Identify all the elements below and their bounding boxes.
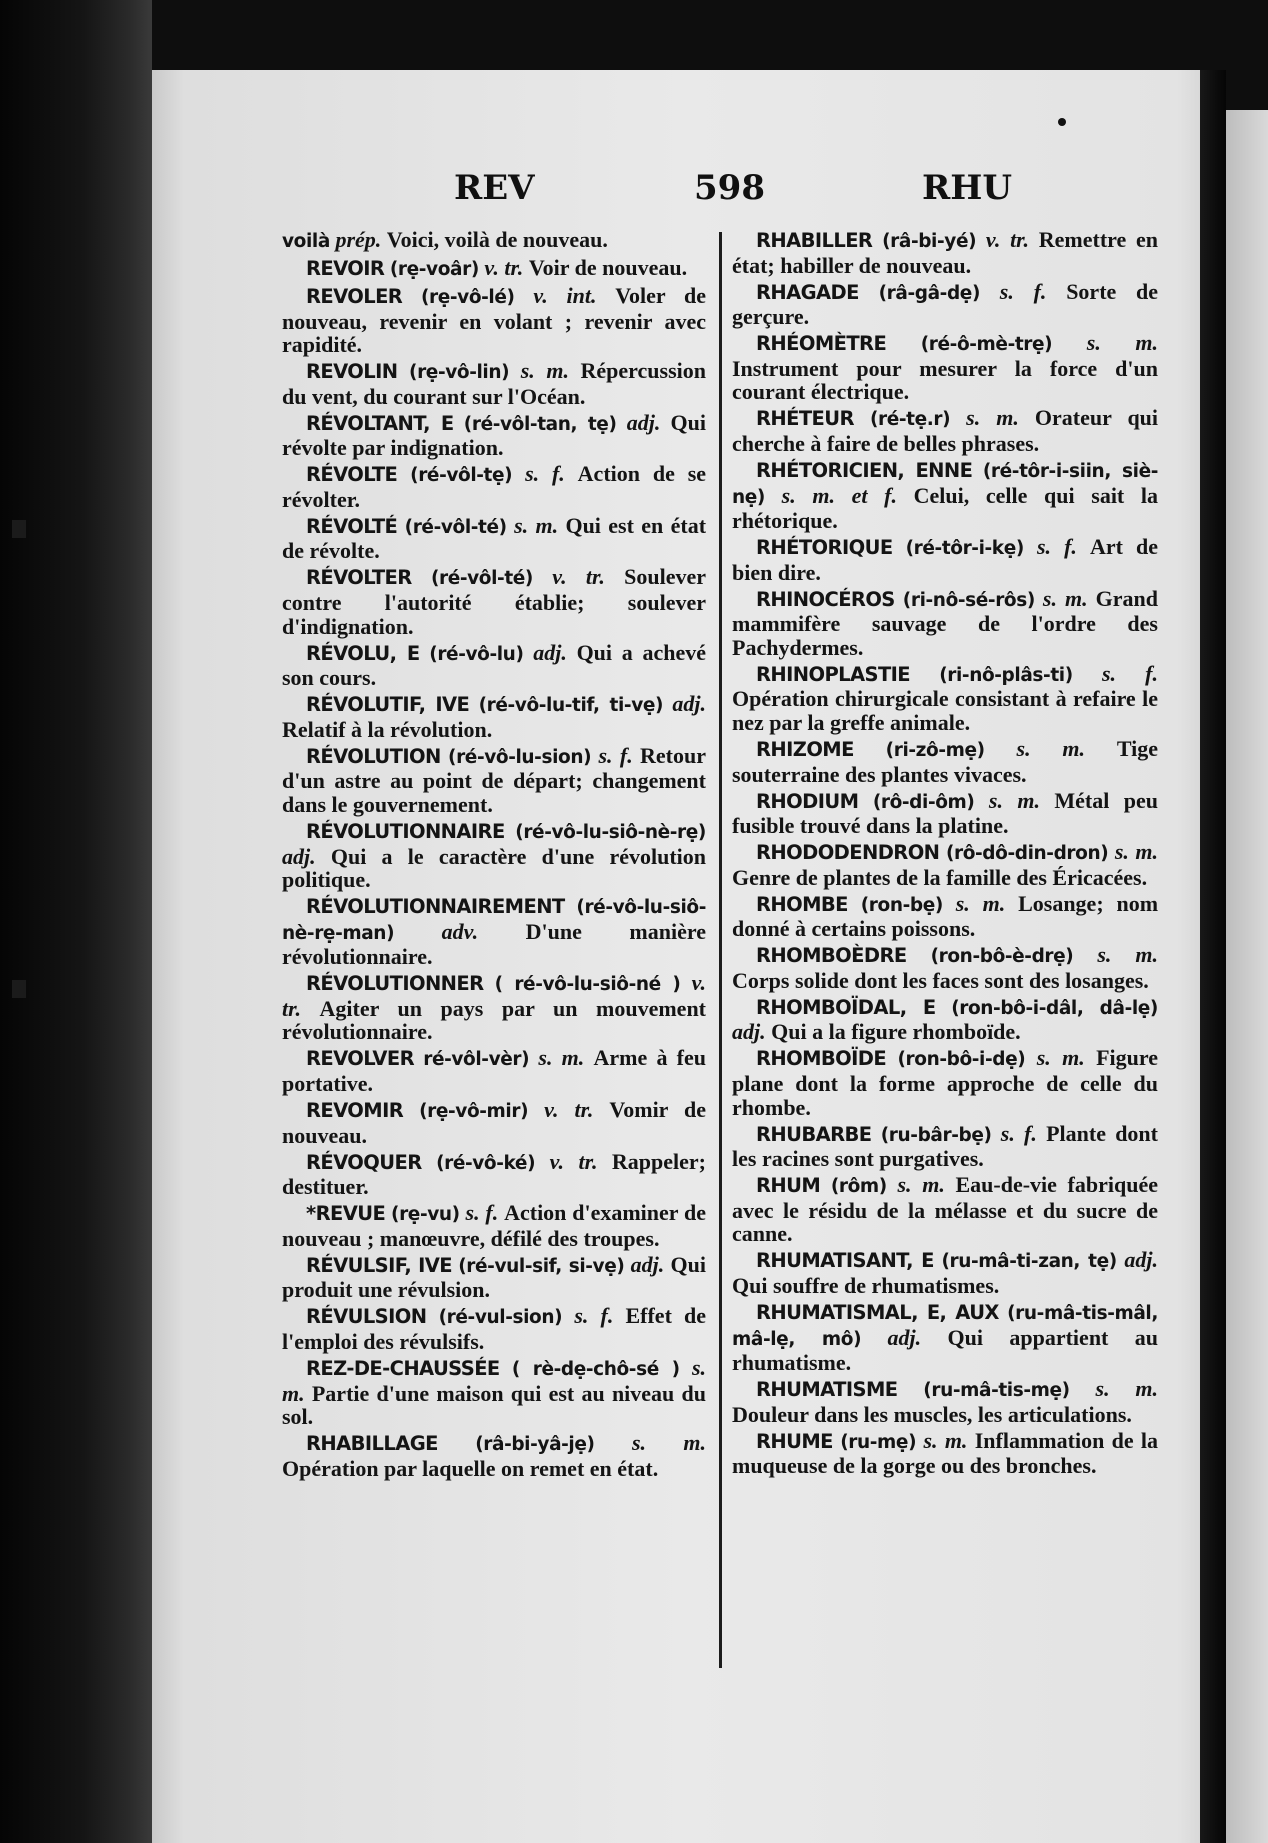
grammar-tag: adj. [887, 1324, 922, 1350]
definition: Action d'examiner de nouveau ; manœuvre, défilé des troupes. [282, 1200, 706, 1251]
headword: RHUMATISANT, E [756, 1249, 934, 1273]
definition: Losange; nom donné à certains poissons. [732, 890, 1159, 942]
dictionary-entry [732, 406, 1158, 455]
book-binding [0, 0, 152, 1843]
grammar-tag: adv. [441, 918, 479, 944]
grammar-tag: s. m. [1036, 1045, 1085, 1071]
definition: Répercussion du vent, du courant sur l'Océan. [282, 358, 706, 409]
headword: RHABILLER [756, 229, 873, 252]
definition: Orateur qui cherche à faire de belles phrases. [732, 405, 1159, 456]
headword: RHUM [756, 1174, 821, 1198]
dictionary-entry [282, 411, 706, 460]
definition: Eau-de-vie fabriquée avec le résidu de la mélasse et du sucre de canne. [732, 1172, 1158, 1247]
grammar-tag: s. f. [1036, 534, 1077, 560]
definition: Voici, voilà de nouveau. [386, 227, 608, 252]
pronunciation: (ré-ô-mè-trẹ) [920, 334, 1053, 356]
dictionary-entry [732, 1377, 1158, 1426]
definition: Qui appartient au rhumatisme. [732, 1324, 1158, 1376]
edge-mark [12, 980, 26, 998]
pronunciation: (rẹ-vu) [391, 1204, 460, 1226]
headword: RHUBARBE [756, 1122, 872, 1146]
dictionary-entry [732, 789, 1158, 838]
pronunciation: (rô-dô-din-dron) [945, 843, 1109, 865]
dictionary-entry [732, 1046, 1158, 1119]
dictionary-entry [732, 458, 1158, 533]
definition: Genre de plantes de la famille des Éricacées. [732, 864, 1148, 890]
dictionary-entry [282, 1304, 706, 1353]
pronunciation: voilà [282, 231, 330, 252]
headword: RÉVOLTANT, E [306, 411, 454, 435]
dictionary-entry [732, 662, 1158, 735]
grammar-tag: v. tr. [544, 1097, 594, 1123]
grammar-tag: s. f. [1000, 1120, 1037, 1146]
headword: RHUME [756, 1429, 833, 1453]
pronunciation: (ré-tôr-i-kẹ) [905, 538, 1024, 560]
grammar-tag: adj. [732, 1019, 766, 1045]
dictionary-entry [732, 1429, 1158, 1478]
dictionary-entry [732, 331, 1158, 404]
pronunciation: (rẹ-vô-mir) [419, 1101, 529, 1123]
grammar-tag: s. m. [1086, 330, 1158, 356]
definition: Art de bien dire. [732, 534, 1159, 585]
grammar-tag: s. m. [923, 1427, 968, 1453]
headword: RHOMBOÏDAL, E [756, 995, 936, 1019]
headword: REVOMIR [306, 1099, 404, 1123]
grammar-tag: s. m. [1016, 736, 1086, 761]
grammar-tag: s. m. [520, 358, 569, 384]
grammar-tag: s. m. [1095, 1376, 1159, 1402]
dictionary-entry [732, 943, 1158, 992]
pronunciation: (ru-mâ-ti-zan, tẹ) [941, 1251, 1117, 1273]
headword: REVOIR [306, 256, 385, 280]
definition: Opération chirurgicale consistant à refaire le nez par la greffe animale. [732, 686, 1158, 736]
dictionary-entry [282, 744, 706, 817]
headword: RHUMATISME [756, 1378, 898, 1402]
headword: REVOLIN [306, 360, 398, 384]
left-column [282, 228, 706, 1483]
dictionary-entry [282, 641, 706, 690]
definition: Voir de nouveau. [528, 254, 688, 280]
headword: RÉVOLUTION [306, 744, 441, 768]
pronunciation: (ré-vul-sif, si-vẹ) [458, 1255, 625, 1277]
headword: RHOMBOÈDRE [756, 944, 907, 968]
dictionary-entry [282, 1046, 706, 1095]
grammar-tag: s. m. et f. [781, 482, 897, 508]
right-column [732, 228, 1158, 1480]
dictionary-entry [732, 280, 1158, 329]
grammar-tag: adj. [1124, 1247, 1159, 1273]
pronunciation: (ré-tẹ.r) [869, 409, 951, 431]
headword: REVOLVER [306, 1047, 415, 1071]
headword: REZ-DE-CHAUSSÉE [306, 1356, 500, 1380]
definition: Voler de nouveau, revenir en volant ; revenir avec rapidité. [282, 282, 707, 358]
headword: RÉVOLTE [306, 463, 398, 487]
dictionary-entry [282, 819, 706, 892]
definition: Qui a le caractère d'une révolution politique. [282, 843, 706, 893]
headword: RHOMBOÏDE [756, 1047, 887, 1071]
dictionary-entry [282, 971, 706, 1044]
headword: RHOMBE [756, 892, 848, 916]
dictionary-entry [282, 565, 706, 638]
definition: Instrument pour mesurer la force d'un courant électrique. [732, 355, 1158, 405]
dictionary-entry [282, 514, 706, 563]
grammar-tag: s. m. [631, 1430, 706, 1456]
pronunciation: ( ré-vô-lu-siô-né ) [494, 974, 681, 996]
dictionary-entry [732, 892, 1158, 941]
headword: RÉVOLUTIONNER [306, 972, 484, 996]
dictionary-entry [282, 1356, 706, 1429]
grammar-tag: s. f. [465, 1200, 499, 1226]
pronunciation: (ru-mẹ) [840, 1431, 917, 1453]
grammar-tag: s. m. [282, 1354, 706, 1406]
pronunciation: (ré-vôl-té) [430, 568, 533, 590]
grammar-tag: s. m. [1042, 585, 1088, 611]
definition: Douleur dans les muscles, les articulations. [732, 1401, 1132, 1427]
grammar-tag: v. tr. [549, 1148, 598, 1174]
definition: Vomir de nouveau. [282, 1097, 706, 1148]
pronunciation: (ré-vô-lu) [429, 643, 524, 665]
pronunciation: (rẹ-voâr) [389, 258, 479, 280]
definition: Action de se révolter. [282, 461, 707, 512]
pronunciation: (râ-bi-yâ-jẹ) [475, 1434, 595, 1456]
dictionary-entry [282, 1098, 706, 1147]
pronunciation: (ré-vôl-té) [404, 516, 507, 538]
dictionary-entry [732, 1122, 1158, 1171]
definition: Figure plane dont la forme approche de celle du rhombe. [732, 1045, 1158, 1120]
pronunciation: (ron-bô-i-dâl, dâ-lẹ) [951, 997, 1158, 1019]
grammar-tag: v. tr. [484, 254, 524, 280]
headword: RÉVULSIF, IVE [306, 1253, 452, 1277]
pronunciation: ré-vôl-vèr) [423, 1049, 530, 1071]
pronunciation: (ré-vul-sion) [438, 1307, 563, 1329]
pronunciation: (ri-nô-plâs-ti) [939, 664, 1073, 686]
definition: Retour d'un astre au point de départ; changement dans le gouvernement. [282, 742, 707, 817]
definition: Métal peu fusible trouvé dans la platine. [732, 787, 1158, 839]
dictionary-entry [732, 1173, 1158, 1246]
right-guide-word: RHU [922, 168, 1013, 208]
dictionary-entry [282, 692, 706, 741]
headword: RHUMATISMAL, E, AUX [756, 1300, 999, 1324]
definition: Celui, celle qui sait la rhétorique. [732, 482, 1159, 534]
definition: Partie d'une maison qui est au niveau du sol. [282, 1380, 706, 1430]
definition: Plante dont les racines sont purgatives. [732, 1120, 1158, 1172]
pronunciation: (ron-bẹ) [860, 894, 943, 916]
dictionary-entry [282, 894, 706, 969]
page-number: 598 [694, 168, 765, 208]
headword: RÉVOLUTIF, IVE [306, 693, 470, 717]
headword: RHABILLAGE [306, 1432, 438, 1456]
definition: Remettre en état; habiller de nouveau. [732, 227, 1159, 278]
definition: Inflammation de la muqueuse de la gorge ou des bronches. [732, 1427, 1159, 1479]
pronunciation: (ri-zô-mẹ) [885, 740, 985, 761]
dictionary-entry [282, 228, 706, 254]
dictionary-entry [282, 256, 706, 282]
definition: D'une manière révolutionnaire. [282, 918, 706, 970]
pronunciation: (ré-vô-ké) [436, 1152, 536, 1174]
dictionary-entry [732, 587, 1158, 660]
grammar-tag: s. m. [955, 890, 1006, 916]
dictionary-entry [732, 1300, 1158, 1375]
definition: Corps solide dont les faces sont des losanges. [732, 967, 1149, 993]
definition: Sorte de gerçure. [732, 278, 1159, 330]
ink-dot [1058, 118, 1066, 126]
headword: RHINOPLASTIE [756, 662, 911, 686]
dictionary-entry [732, 840, 1158, 889]
definition: Soulever contre l'autorité établie; soulever d'indignation. [282, 564, 706, 639]
grammar-tag: s. m. [966, 405, 1019, 431]
grammar-tag: adj. [533, 639, 567, 665]
headword: REVOLER [306, 284, 403, 308]
headword: RHIZOME [756, 738, 854, 761]
pronunciation: (ron-bô-è-drẹ) [930, 946, 1074, 968]
grammar-tag: s. f. [525, 461, 565, 487]
definition: Grand mammifère sauvage de l'ordre des Pachydermes. [732, 585, 1159, 660]
definition: Relatif à la révolution. [282, 716, 493, 742]
headword: RHÉOMÈTRE [756, 332, 887, 356]
grammar-tag: s. f. [999, 278, 1047, 304]
grammar-tag: v. tr. [552, 564, 605, 590]
headword: RHODODENDRON [756, 841, 940, 865]
pronunciation: (ré-vô-lu-sion) [448, 746, 592, 768]
headword: RHÉTORIQUE [756, 536, 893, 560]
pronunciation: (rô-di-ôm) [872, 791, 975, 813]
dictionary-entry [732, 1248, 1158, 1297]
headword: RÉVOLU, E [306, 641, 420, 665]
pronunciation: (râ-bi-yé) [882, 231, 977, 252]
dictionary-entry [282, 1431, 706, 1480]
pronunciation: (ré-tôr-i-siin, siè-nẹ) [732, 460, 1159, 508]
dictionary-entry [282, 1253, 706, 1302]
pronunciation: (ré-vôl-tan, tẹ) [463, 413, 617, 435]
left-guide-word: REV [454, 168, 535, 208]
pronunciation: (rẹ-vô-lin) [409, 362, 510, 384]
definition: Qui a achevé son cours. [282, 639, 706, 691]
pronunciation: ( rè-dẹ-chô-sé ) [511, 1358, 680, 1380]
pronunciation: (ré-vô-lu-siô-nè-rẹ-man) [282, 897, 706, 944]
pronunciation: (ré-vô-lu-tif, ti-vẹ) [478, 695, 664, 717]
headword: RÉVOLTER [306, 566, 412, 590]
dictionary-entry [282, 359, 706, 408]
grammar-tag: adj. [626, 409, 661, 435]
headword: RÉVOLTÉ [306, 514, 398, 538]
definition: Qui révolte par indignation. [282, 409, 706, 461]
definition: Qui a la figure rhomboïde. [771, 1019, 1021, 1045]
pronunciation: (ré-vô-lu-siô-nè-rẹ) [515, 821, 706, 843]
pronunciation: (ru-mâ-tis-mẹ) [923, 1380, 1070, 1402]
grammar-tag: prép. [335, 227, 382, 252]
pronunciation: (ru-bâr-bẹ) [880, 1124, 992, 1146]
grammar-tag: adj. [630, 1251, 665, 1277]
dictionary-entry [732, 737, 1158, 786]
definition: Qui souffre de rhumatismes. [732, 1272, 1000, 1298]
pronunciation: (ron-bô-i-dẹ) [897, 1049, 1026, 1071]
dictionary-entry [282, 462, 706, 511]
grammar-tag: s. m. [988, 787, 1040, 813]
grammar-tag: s. m. [1114, 839, 1159, 865]
grammar-tag: adj. [282, 843, 316, 869]
dictionary-entry [282, 1150, 706, 1199]
headword: RÉVOQUER [306, 1150, 422, 1174]
edge-mark [12, 520, 26, 538]
dictionary-entry [282, 284, 706, 357]
page-header [152, 168, 1212, 224]
definition: Effet de l'emploi des révulsifs. [282, 1303, 707, 1354]
grammar-tag: s. f. [1101, 660, 1158, 686]
grammar-tag: v. tr. [985, 227, 1030, 252]
definition: Qui est en état de révolte. [282, 512, 707, 564]
headword: RHÉTORICIEN, ENNE [756, 458, 973, 482]
grammar-tag: adj. [672, 691, 707, 717]
definition: Agiter un pays par un mouvement révolutionnaire. [282, 995, 707, 1045]
grammar-tag: s. f. [598, 742, 633, 768]
grammar-tag: s. m. [1097, 942, 1158, 968]
definition: Opération par laquelle on remet en état. [282, 1455, 659, 1481]
grammar-tag: v. tr. [282, 970, 707, 1021]
pronunciation: (ré-vôl-tẹ) [410, 465, 513, 487]
adjacent-page-edge [1226, 110, 1268, 1843]
column-divider [719, 232, 722, 1668]
dictionary-entry [732, 535, 1158, 584]
headword: RHINOCÉROS [756, 587, 895, 611]
headword: RHÉTEUR [756, 407, 854, 431]
pronunciation: (râ-gâ-dẹ) [878, 282, 980, 304]
grammar-tag: s. m. [538, 1045, 585, 1071]
grammar-tag: s. f. [574, 1303, 614, 1329]
headword: RHODIUM [756, 789, 859, 813]
headword: RÉVOLUTIONNAIREMENT [306, 895, 565, 919]
pronunciation: (rôm) [830, 1176, 887, 1198]
page-gutter [1200, 70, 1226, 1843]
headword: RÉVULSION [306, 1305, 427, 1329]
headword: RHAGADE [756, 280, 859, 304]
grammar-tag: v. int. [533, 282, 597, 308]
headword: RÉVOLUTIONNAIRE [306, 819, 505, 843]
headword: *REVUE [306, 1202, 386, 1226]
grammar-tag: s. m. [514, 512, 559, 538]
pronunciation: (rẹ-vô-lé) [420, 286, 515, 308]
pronunciation: (ri-nô-sé-rôs) [902, 589, 1035, 611]
definition: Rappeler; destituer. [282, 1148, 706, 1200]
dictionary-entry [282, 1201, 706, 1250]
definition: Tige souterraine des plantes vivaces. [732, 736, 1159, 787]
pronunciation: (ru-mâ-tis-mâl, mâ-lẹ, mô) [732, 1302, 1158, 1350]
definition: Qui produit une révulsion. [282, 1251, 706, 1303]
dictionary-entry [732, 995, 1158, 1044]
dictionary-entry [732, 228, 1158, 277]
grammar-tag: s. m. [897, 1172, 945, 1198]
definition: Arme à feu portative. [282, 1045, 707, 1097]
